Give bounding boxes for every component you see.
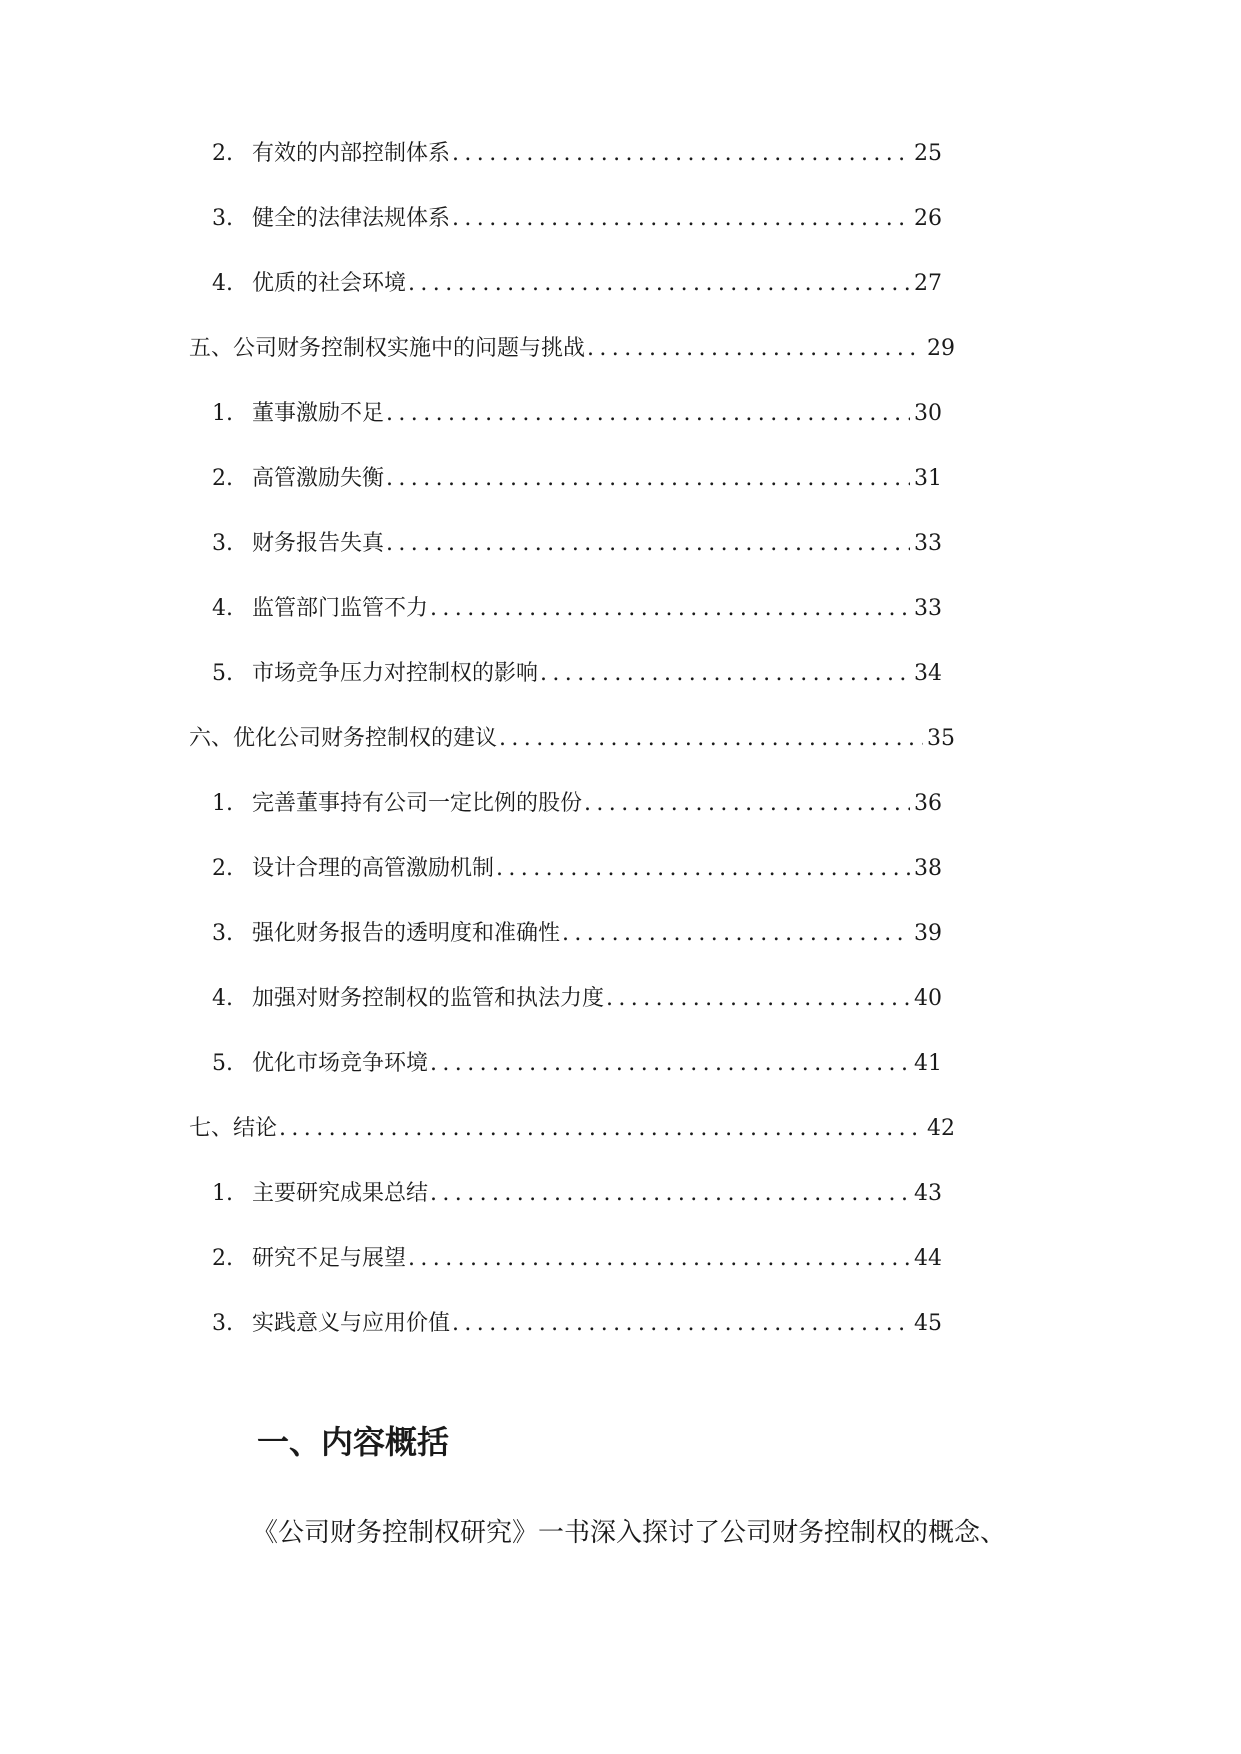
toc-entry-line <box>252 399 942 429</box>
toc-entry-line <box>252 1309 942 1339</box>
toc-entry-title: 优质的社会环境 <box>252 271 407 296</box>
toc-entry-title: 优化市场竞争环境 <box>252 1051 429 1076</box>
toc-page-number: 42 <box>927 1116 955 1141</box>
toc-entry-line <box>252 269 942 299</box>
toc-section-entry[interactable] <box>0 399 1241 464</box>
toc-entry-number: 3. <box>212 206 233 231</box>
toc-leader-dots <box>587 334 923 364</box>
toc-section-entry[interactable] <box>0 1244 1241 1309</box>
toc-leader-dots <box>386 399 910 429</box>
toc-chapter-entry[interactable] <box>0 724 1241 789</box>
toc-entry-title: 有效的内部控制体系 <box>252 141 451 166</box>
toc-entry-line <box>252 659 942 689</box>
toc-leader-dots <box>452 204 910 234</box>
toc-entry-number: 3. <box>212 921 233 946</box>
toc-entry-number: 1. <box>212 791 233 816</box>
toc-entry-title: 财务报告失真 <box>252 531 385 556</box>
toc-section-entry[interactable] <box>0 1179 1241 1244</box>
toc-entry-number: 4. <box>212 986 233 1011</box>
toc-leader-dots <box>386 464 910 494</box>
toc-page-number: 34 <box>914 661 942 686</box>
toc-section-entry[interactable] <box>0 529 1241 594</box>
toc-page-number: 45 <box>914 1311 942 1336</box>
toc-entry-title: 主要研究成果总结 <box>252 1181 429 1206</box>
toc-section-entry[interactable] <box>0 854 1241 919</box>
toc-entry-title: 设计合理的高管激励机制 <box>252 856 495 881</box>
toc-leader-dots <box>430 1049 910 1079</box>
toc-section-entry[interactable] <box>0 204 1241 269</box>
toc-entry-number: 3. <box>212 531 233 556</box>
toc-entry-line <box>252 1179 942 1209</box>
toc-section-entry[interactable] <box>0 1049 1241 1114</box>
toc-page-number: 26 <box>914 206 942 231</box>
toc-entry-number: 2. <box>212 1246 233 1271</box>
toc-entry-title: 完善董事持有公司一定比例的股份 <box>252 791 583 816</box>
toc-entry-number: 4. <box>212 271 233 296</box>
toc-section-entry[interactable] <box>0 1309 1241 1374</box>
toc-page-number: 38 <box>914 856 942 881</box>
toc-leader-dots <box>279 1114 923 1144</box>
toc-entry-line <box>252 1049 942 1079</box>
toc-page-number: 41 <box>914 1051 942 1076</box>
toc-page-number: 44 <box>914 1246 942 1271</box>
toc-entry-line <box>189 334 955 364</box>
toc-leader-dots <box>452 139 910 169</box>
toc-entry-line <box>252 204 942 234</box>
toc-page-number: 33 <box>914 531 942 556</box>
toc-page-number: 40 <box>914 986 942 1011</box>
toc-entry-number: 1. <box>212 1181 233 1206</box>
toc-leader-dots <box>562 919 910 949</box>
toc-entry-title: 加强对财务控制权的监管和执法力度 <box>252 986 605 1011</box>
toc-entry-line <box>252 919 942 949</box>
toc-entry-line <box>252 529 942 559</box>
toc-page-number: 31 <box>914 466 942 491</box>
toc-section-entry[interactable] <box>0 269 1241 334</box>
toc-entry-line <box>252 984 942 1014</box>
toc-entry-title: 高管激励失衡 <box>252 466 385 491</box>
toc-entry-number: 2. <box>212 466 233 491</box>
toc-entry-number: 3. <box>212 1311 233 1336</box>
toc-page-number: 39 <box>914 921 942 946</box>
toc-leader-dots <box>430 1179 910 1209</box>
toc-entry-number: 4. <box>212 596 233 621</box>
toc-chapter-entry[interactable] <box>0 1114 1241 1179</box>
toc-leader-dots <box>584 789 910 819</box>
toc-entry-title: 五、公司财务控制权实施中的问题与挑战 <box>189 336 586 361</box>
table-of-contents <box>0 139 1241 1374</box>
toc-section-entry[interactable] <box>0 789 1241 854</box>
toc-entry-number: 1. <box>212 401 233 426</box>
toc-page-number: 35 <box>927 726 955 751</box>
toc-entry-line <box>252 464 942 494</box>
toc-section-entry[interactable] <box>0 659 1241 724</box>
toc-entry-title: 六、优化公司财务控制权的建议 <box>189 726 498 751</box>
toc-leader-dots <box>430 594 910 624</box>
toc-leader-dots <box>499 724 923 754</box>
toc-section-entry[interactable] <box>0 919 1241 984</box>
toc-page-number: 36 <box>914 791 942 816</box>
toc-chapter-entry[interactable] <box>0 334 1241 399</box>
body-paragraph: 《公司财务控制权研究》一书深入探讨了公司财务控制权的概念、 <box>252 1518 1007 1548</box>
toc-section-entry[interactable] <box>0 139 1241 204</box>
toc-leader-dots <box>606 984 910 1014</box>
toc-page-number: 33 <box>914 596 942 621</box>
toc-page-number: 25 <box>914 141 942 166</box>
toc-entry-title: 市场竞争压力对控制权的影响 <box>252 661 539 686</box>
toc-entry-line <box>189 724 955 754</box>
toc-leader-dots <box>408 1244 910 1274</box>
toc-entry-title: 研究不足与展望 <box>252 1246 407 1271</box>
toc-section-entry[interactable] <box>0 984 1241 1049</box>
toc-page-number: 27 <box>914 271 942 296</box>
toc-entry-line <box>252 594 942 624</box>
toc-entry-title: 强化财务报告的透明度和准确性 <box>252 921 561 946</box>
toc-entry-number: 5. <box>212 1051 233 1076</box>
toc-entry-line <box>189 1114 955 1144</box>
toc-leader-dots <box>408 269 910 299</box>
toc-page-number: 43 <box>914 1181 942 1206</box>
toc-section-entry[interactable] <box>0 594 1241 659</box>
toc-entry-number: 5. <box>212 661 233 686</box>
toc-entry-line <box>252 1244 942 1274</box>
toc-entry-title: 七、结论 <box>189 1116 278 1141</box>
toc-entry-line <box>252 139 942 169</box>
toc-entry-line <box>252 854 942 884</box>
toc-page-number: 29 <box>927 336 955 361</box>
toc-entry-title: 监管部门监管不力 <box>252 596 429 621</box>
toc-entry-title: 实践意义与应用价值 <box>252 1311 451 1336</box>
toc-entry-number: 2. <box>212 856 233 881</box>
toc-entry-line <box>252 789 942 819</box>
toc-page-number: 30 <box>914 401 942 426</box>
toc-leader-dots <box>452 1309 910 1339</box>
toc-entry-title: 健全的法律法规体系 <box>252 206 451 231</box>
toc-leader-dots <box>540 659 910 689</box>
toc-entry-number: 2. <box>212 141 233 166</box>
toc-entry-title: 董事激励不足 <box>252 401 385 426</box>
toc-leader-dots <box>386 529 910 559</box>
section-heading: 一、内容概括 <box>257 1423 450 1461</box>
toc-leader-dots <box>496 854 910 884</box>
toc-section-entry[interactable] <box>0 464 1241 529</box>
